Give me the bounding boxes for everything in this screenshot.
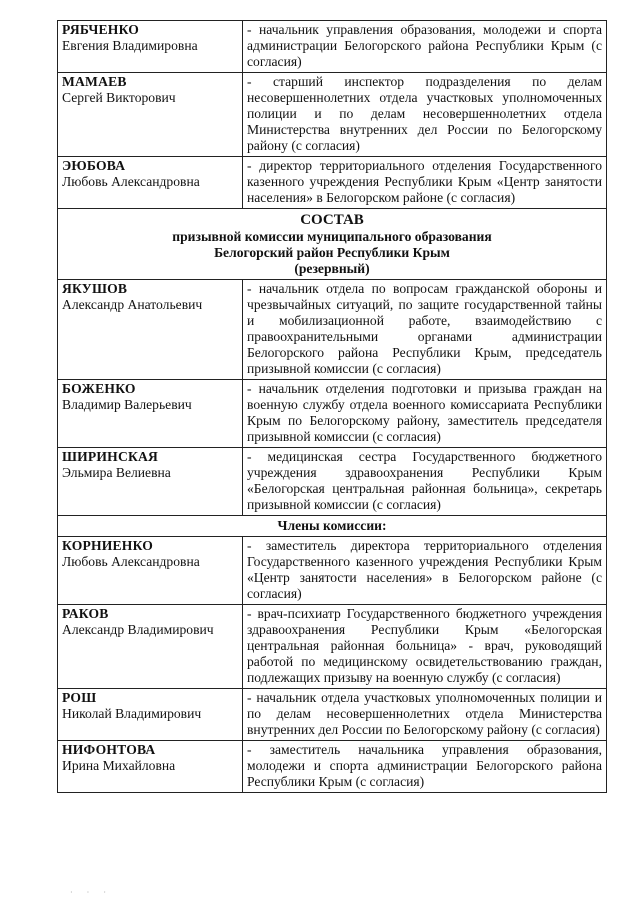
name-cell	[58, 537, 243, 605]
given-name: Александр Владимирович	[62, 622, 214, 637]
role-cell: - медицинская сестра Государственного бюджетного учреждения здравоохранения Республики Крым «Белогорская центральная районная больница», секретарь призывной комиссии (с согласия)	[243, 448, 607, 516]
given-name: Евгения Владимировна	[62, 38, 198, 53]
table-row	[58, 280, 607, 380]
surname: ЭЮБОВА	[62, 158, 126, 173]
surname: НИФОНТОВА	[62, 742, 156, 757]
given-name: Любовь Александровна	[62, 174, 200, 189]
surname: БОЖЕНКО	[62, 381, 136, 396]
section-header-reserve	[58, 209, 607, 280]
name-cell	[58, 448, 243, 516]
role-cell: - заместитель начальника управления образования, молодежи и спорта администрации Белогорского района Республики Крым (с согласия)	[243, 741, 607, 793]
section-cell	[58, 209, 607, 280]
role-cell: - начальник отдела по вопросам гражданской обороны и чрезвычайных ситуаций, по защите государственной тайны и мобилизационной работе, взаимодействию с правоохранительными органами администрации Белогорского района Республики Крым, председатель призывной комиссии (с согласия)	[243, 280, 607, 380]
section-subtitle: призывной комиссии муниципального образования	[172, 229, 492, 244]
role-cell: - директор территориального отделения Государственного казенного учреждения Республики Крым «Центр занятости населения» в Белогорском районе (с согласия)	[243, 157, 607, 209]
surname: КОРНИЕНКО	[62, 538, 154, 553]
name-cell	[58, 741, 243, 793]
role-cell: - начальник отдела участковых уполномоченных полиции и по делам несовершеннолетних отдела Министерства внутренних дел России по Белогорскому району (с согласия)	[243, 689, 607, 741]
given-name: Ирина Михайловна	[62, 758, 176, 773]
table-row	[58, 21, 607, 73]
section-header-members	[58, 516, 607, 537]
name-cell	[58, 689, 243, 741]
name-cell	[58, 605, 243, 689]
section-title: Члены комиссии:	[277, 518, 387, 533]
section-title: СОСТАВ	[300, 212, 364, 228]
given-name: Сергей Викторович	[62, 90, 176, 105]
table-row	[58, 741, 607, 793]
role-cell: - врач-психиатр Государственного бюджетного учреждения здравоохранения Республики Крым «Белогорская центральная районная больница» - врач, руководящий работой по медицинскому освидетельствованию граждан, подлежащих призыву на военную службу (с согласия)	[243, 605, 607, 689]
given-name: Николай Владимирович	[62, 706, 202, 721]
name-cell	[58, 280, 243, 380]
table-row	[58, 689, 607, 741]
commission-table	[57, 20, 607, 793]
section-subtitle: Белогорский район Республики Крым	[214, 245, 450, 260]
name-cell	[58, 73, 243, 157]
table-row	[58, 157, 607, 209]
document-page	[57, 20, 607, 793]
surname: ШИРИНСКАЯ	[62, 449, 159, 464]
table-row	[58, 73, 607, 157]
surname: МАМАЕВ	[62, 74, 127, 89]
role-cell: - заместитель директора территориального отделения Государственного казенного учреждения Республики Крым «Центр занятости населения» в Белогорском районе (с согласия)	[243, 537, 607, 605]
table-row	[58, 380, 607, 448]
surname: РЯБЧЕНКО	[62, 22, 140, 37]
table-row	[58, 537, 607, 605]
role-cell: - начальник отделения подготовки и призыва граждан на военную службу отдела военного комиссариата Республики Крым по Белогорскому району, заместитель председателя призывной комиссии (с согласия)	[243, 380, 607, 448]
surname: РАКОВ	[62, 606, 109, 621]
section-cell	[58, 516, 607, 537]
given-name: Владимир Валерьевич	[62, 397, 192, 412]
name-cell	[58, 157, 243, 209]
table-row	[58, 605, 607, 689]
table-row	[58, 448, 607, 516]
surname: ЯКУШОВ	[62, 281, 128, 296]
given-name: Александр Анатольевич	[62, 297, 203, 312]
section-subtitle: (резервный)	[294, 261, 370, 276]
given-name: Любовь Александровна	[62, 554, 200, 569]
role-cell: - старший инспектор подразделения по делам несовершеннолетних отдела участковых уполномоченных полиции и по делам несовершеннолетних отдела Министерства внутренних дел России по Белогорскому району (с согласия)	[243, 73, 607, 157]
surname: РОШ	[62, 690, 97, 705]
name-cell	[58, 380, 243, 448]
role-cell: - начальник управления образования, молодежи и спорта администрации Белогорского района Республики Крым (с согласия)	[243, 21, 607, 73]
given-name: Эльмира Велиевна	[62, 465, 171, 480]
scan-noise: · · ·	[70, 888, 112, 897]
name-cell	[58, 21, 243, 73]
